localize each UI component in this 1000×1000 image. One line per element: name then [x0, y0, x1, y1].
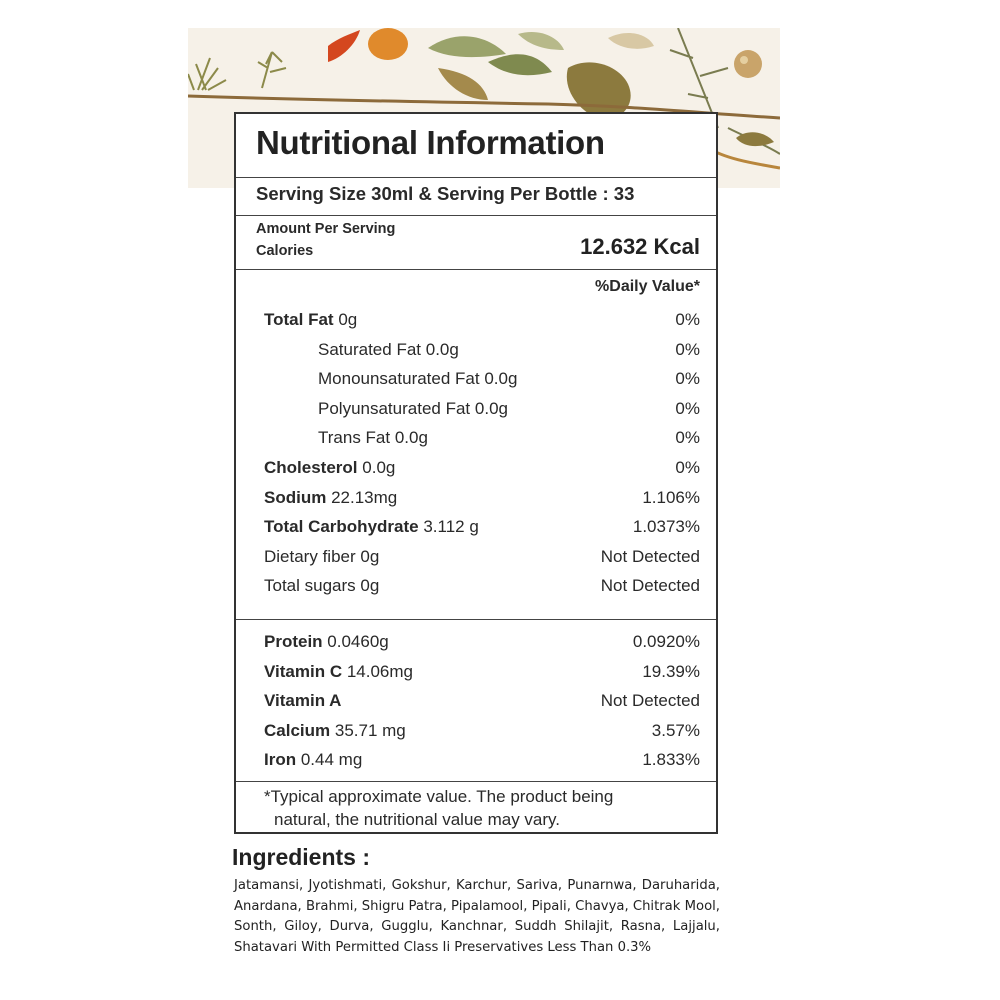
- chili-icon: [328, 30, 360, 62]
- nutrient-amount: 35.71 mg: [334, 720, 406, 740]
- nutrient-name: [264, 340, 459, 359]
- daily-value: 0%: [675, 398, 700, 418]
- daily-value: 19.39%: [642, 661, 700, 681]
- nutrient-name: [264, 576, 379, 595]
- nutrient-label: Dietary fiber: [264, 546, 356, 566]
- footnote-line: *Typical approximate value. The product being: [264, 787, 614, 806]
- leaf-icon: [567, 62, 631, 119]
- nutrient-name: [264, 488, 397, 507]
- nutrient-name: [264, 517, 479, 536]
- amount-per-serving-label: Amount Per Serving: [256, 221, 396, 237]
- calories-label: Calories: [256, 243, 314, 259]
- nutrient-row: [264, 458, 700, 482]
- nutrient-row: [264, 632, 700, 656]
- nutrient-amount: 0.0g: [484, 369, 518, 389]
- nutrient-row: [264, 369, 700, 393]
- nutrient-name: [264, 662, 413, 681]
- nutrient-row: [264, 750, 700, 774]
- nutrient-amount: 0.0g: [425, 339, 459, 359]
- nutrient-name: [264, 310, 357, 329]
- divider: [236, 781, 716, 782]
- divider: [236, 269, 716, 270]
- nutrient-name: [264, 428, 428, 447]
- nutrient-label: Trans Fat: [318, 428, 391, 448]
- nutrient-label: Vitamin A: [264, 691, 342, 711]
- daily-value: 0%: [675, 458, 700, 477]
- nutrient-name: [264, 750, 362, 769]
- apricot-icon: [368, 28, 408, 60]
- nutrient-label: Cholesterol: [264, 458, 358, 477]
- nutrient-label: Protein: [264, 632, 323, 651]
- nutrient-row: [264, 310, 700, 334]
- nutrient-row: [264, 517, 700, 541]
- nutrient-label: Monounsaturated Fat: [318, 369, 480, 389]
- serving-info: Serving Size 30ml & Serving Per Bottle : 33: [256, 183, 635, 204]
- divider: [236, 215, 716, 216]
- nutrient-row: [264, 576, 700, 600]
- nutrient-row: [264, 691, 700, 715]
- daily-value: Not Detected: [600, 576, 700, 596]
- nutrient-label: Total Carbohydrate: [264, 517, 419, 537]
- footnote-line: natural, the nutritional value may vary.: [274, 810, 560, 829]
- nutrient-row: [264, 428, 700, 452]
- seed-icon: [734, 50, 762, 78]
- nutrient-amount: 0.0g: [474, 398, 508, 418]
- divider: [236, 177, 716, 178]
- daily-value: 0%: [675, 310, 700, 329]
- nutrient-row: [264, 488, 700, 512]
- nutrition-facts-panel: [234, 112, 718, 834]
- nutrient-amount: 22.13mg: [331, 487, 398, 507]
- daily-value: 1.833%: [642, 750, 700, 770]
- daily-value: 0%: [675, 339, 700, 359]
- nutrient-name: [264, 691, 341, 710]
- nutrient-label: Iron: [264, 750, 297, 770]
- nutrient-name: [264, 547, 379, 566]
- nutrient-amount: 14.06mg: [346, 661, 413, 681]
- nutrient-name: [264, 369, 517, 388]
- daily-value: 1.106%: [642, 487, 700, 507]
- nutrient-amount: 3.112 g: [423, 517, 479, 537]
- nutrient-row: [264, 340, 700, 364]
- nutrient-name: [264, 632, 389, 651]
- nutrient-label: Vitamin C: [264, 661, 343, 681]
- nutrient-label: Polyunsaturated Fat: [318, 398, 471, 418]
- nutrient-amount: 0g: [360, 576, 380, 596]
- nutrient-name: [264, 458, 395, 477]
- daily-value: 0.0920%: [632, 632, 700, 651]
- nutrient-label: Saturated Fat: [318, 339, 422, 359]
- nutrient-amount: 0g: [338, 310, 358, 329]
- daily-value: 0%: [675, 428, 700, 448]
- daily-value: 0%: [675, 369, 700, 389]
- nutrient-label: Sodium: [264, 487, 327, 507]
- nutrient-name: [264, 721, 406, 740]
- nutrient-amount: 0g: [360, 546, 380, 566]
- nutrient-amount: 0.0g: [362, 458, 396, 477]
- nutrient-name: [264, 399, 508, 418]
- nutrient-row: [264, 399, 700, 423]
- nutrient-row: [264, 547, 700, 571]
- nutrient-row: [264, 662, 700, 686]
- daily-value-header: %Daily Value*: [595, 278, 700, 295]
- nutrient-row: [264, 721, 700, 745]
- ingredients-title: Ingredients :: [232, 844, 371, 870]
- nutrient-amount: 0.0460g: [327, 632, 389, 651]
- ingredients-list: Jatamansi, Jyotishmati, Gokshur, Karchur, Sariva, Punarnwa, Daruharida, Anardana, Brahmi, Shigru Patra, Pipalamool, Pipali, Chavya, Chitrak Mool, Sonth, Giloy, Durva, Gugglu, Kanchnar, Suddh Shilajit, Rasna, Lajjalu, Shatavari With Permitted Class Ii Preservatives Less Than 0.3%: [234, 878, 720, 955]
- footnote: [264, 785, 704, 831]
- nutrient-label: Calcium: [264, 720, 331, 740]
- calories-value: 12.632 Kcal: [580, 234, 700, 259]
- product-label: [188, 28, 780, 1000]
- daily-value: 1.0373%: [632, 517, 700, 537]
- daily-value: Not Detected: [600, 691, 700, 711]
- daily-value: 3.57%: [651, 720, 700, 740]
- daily-value: Not Detected: [600, 546, 700, 566]
- nutrient-amount: 0.44 mg: [300, 750, 363, 770]
- panel-title: Nutritional Information: [256, 124, 605, 161]
- divider: [236, 619, 716, 620]
- nutrient-label: Total Fat: [264, 310, 334, 329]
- nutrient-amount: 0.0g: [394, 428, 428, 448]
- nutrient-label: Total sugars: [264, 576, 356, 596]
